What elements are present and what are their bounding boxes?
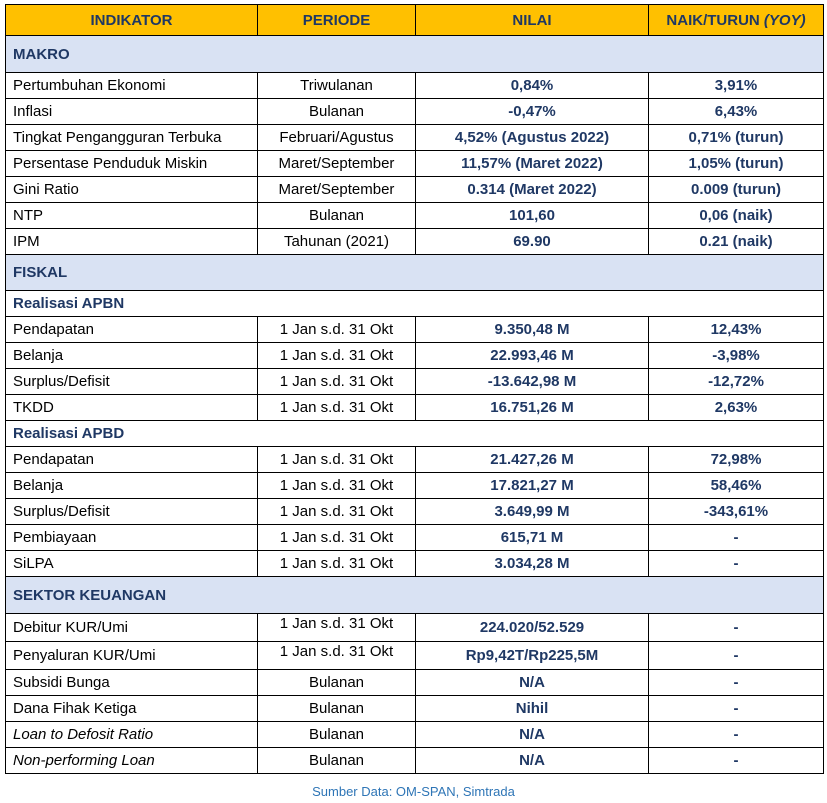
indikator-cell: Belanja [6,343,258,369]
perubahan-cell: 0.21 (naik) [649,229,824,255]
perubahan-cell: 1,05% (turun) [649,151,824,177]
nilai-cell: 224.020/52.529 [416,614,649,642]
perubahan-cell: - [649,748,824,774]
periode-cell: Bulanan [258,748,416,774]
periode-cell: 1 Jan s.d. 31 Okt [258,525,416,551]
indikator-cell: IPM [6,229,258,255]
table-row [6,369,824,395]
table-header-row [6,5,824,36]
nilai-cell: 9.350,48 M [416,317,649,343]
perubahan-cell: 0,71% (turun) [649,125,824,151]
table-row [6,722,824,748]
periode-cell: 1 Jan s.d. 31 Okt [258,369,416,395]
table-body [6,36,824,774]
indikator-cell: TKDD [6,395,258,421]
nilai-cell: 22.993,46 M [416,343,649,369]
table-row [6,696,824,722]
header-nilai: NILAI [416,5,649,36]
periode-cell: Maret/September [258,177,416,203]
indikator-cell: Surplus/Defisit [6,369,258,395]
indikator-cell: Belanja [6,473,258,499]
table-row [6,229,824,255]
header-naik-turun-label: NAIK/TURUN [666,11,760,29]
periode-cell: 1 Jan s.d. 31 Okt [258,499,416,525]
indikator-cell: Pendapatan [6,317,258,343]
nilai-cell: N/A [416,748,649,774]
periode-cell: 1 Jan s.d. 31 Okt [258,642,416,670]
table-row [6,642,824,670]
indikator-cell: Subsidi Bunga [6,670,258,696]
table-row [6,343,824,369]
table-row [6,125,824,151]
nilai-cell: N/A [416,670,649,696]
perubahan-cell: 72,98% [649,447,824,473]
nilai-cell: 17.821,27 M [416,473,649,499]
indikator-cell: SiLPA [6,551,258,577]
table-row [6,447,824,473]
periode-cell: 1 Jan s.d. 31 Okt [258,395,416,421]
section-row-fiskal [6,255,824,291]
perubahan-cell: - [649,670,824,696]
indikator-cell: Persentase Penduduk Miskin [6,151,258,177]
perubahan-cell: - [649,696,824,722]
periode-cell: Bulanan [258,99,416,125]
table-row [6,551,824,577]
header-periode: PERIODE [258,5,416,36]
table-row [6,748,824,774]
periode-cell: 1 Jan s.d. 31 Okt [258,614,416,642]
subsection-title-apbn: Realisasi APBN [6,291,824,317]
periode-cell: 1 Jan s.d. 31 Okt [258,473,416,499]
subsection-title-apbd: Realisasi APBD [6,421,824,447]
table-row [6,151,824,177]
section-row-makro [6,36,824,73]
periode-cell: Bulanan [258,670,416,696]
header-yoy-label: (YOY) [763,11,806,29]
nilai-cell: N/A [416,722,649,748]
indikator-cell: Debitur KUR/Umi [6,614,258,642]
indikator-cell: Inflasi [6,99,258,125]
table-row [6,99,824,125]
perubahan-cell: -3,98% [649,343,824,369]
nilai-cell: -13.642,98 M [416,369,649,395]
indikator-cell: Surplus/Defisit [6,499,258,525]
perubahan-cell: 12,43% [649,317,824,343]
perubahan-cell: 3,91% [649,73,824,99]
perubahan-cell: - [649,722,824,748]
perubahan-cell: - [649,525,824,551]
nilai-cell: -0,47% [416,99,649,125]
indicator-table [5,4,824,774]
nilai-cell: Rp9,42T/Rp225,5M [416,642,649,670]
table-row [6,525,824,551]
indikator-cell: Non-performing Loan [6,748,258,774]
periode-cell: Maret/September [258,151,416,177]
header-indikator: INDIKATOR [6,5,258,36]
section-title-fiskal: FISKAL [6,255,824,291]
header-naik-turun [649,5,824,36]
section-title-makro: MAKRO [6,36,824,73]
indikator-cell: Penyaluran KUR/Umi [6,642,258,670]
table-row [6,473,824,499]
source-note: Sumber Data: OM-SPAN, Simtrada [312,784,515,799]
perubahan-cell: - [649,551,824,577]
nilai-cell: 0.314 (Maret 2022) [416,177,649,203]
perubahan-cell: 0,06 (naik) [649,203,824,229]
indikator-cell: Pembiayaan [6,525,258,551]
table-row [6,499,824,525]
table-row [6,670,824,696]
perubahan-cell: -343,61% [649,499,824,525]
periode-cell: Bulanan [258,696,416,722]
subsection-row-apbn [6,291,824,317]
nilai-cell: 69.90 [416,229,649,255]
table-row [6,203,824,229]
periode-cell: 1 Jan s.d. 31 Okt [258,343,416,369]
periode-cell: Bulanan [258,722,416,748]
table-row [6,177,824,203]
perubahan-cell: -12,72% [649,369,824,395]
table-row [6,395,824,421]
nilai-cell: 3.649,99 M [416,499,649,525]
nilai-cell: Nihil [416,696,649,722]
periode-cell: Bulanan [258,203,416,229]
nilai-cell: 11,57% (Maret 2022) [416,151,649,177]
periode-cell: Tahunan (2021) [258,229,416,255]
nilai-cell: 3.034,28 M [416,551,649,577]
indikator-cell: Pendapatan [6,447,258,473]
indikator-cell: Dana Fihak Ketiga [6,696,258,722]
nilai-cell: 4,52% (Agustus 2022) [416,125,649,151]
nilai-cell: 21.427,26 M [416,447,649,473]
indikator-cell: Pertumbuhan Ekonomi [6,73,258,99]
subsection-row-apbd [6,421,824,447]
perubahan-cell: 2,63% [649,395,824,421]
periode-cell: 1 Jan s.d. 31 Okt [258,551,416,577]
nilai-cell: 0,84% [416,73,649,99]
periode-cell: 1 Jan s.d. 31 Okt [258,447,416,473]
periode-cell: Februari/Agustus [258,125,416,151]
nilai-cell: 615,71 M [416,525,649,551]
table-row [6,317,824,343]
indikator-cell: Gini Ratio [6,177,258,203]
indikator-cell: NTP [6,203,258,229]
section-title-sektor-keuangan: SEKTOR KEUANGAN [6,577,824,614]
periode-cell: 1 Jan s.d. 31 Okt [258,317,416,343]
perubahan-cell: 6,43% [649,99,824,125]
perubahan-cell: - [649,642,824,670]
indikator-cell: Tingkat Pengangguran Terbuka [6,125,258,151]
perubahan-cell: - [649,614,824,642]
nilai-cell: 101,60 [416,203,649,229]
indikator-cell: Loan to Defosit Ratio [6,722,258,748]
perubahan-cell: 58,46% [649,473,824,499]
table-row [6,73,824,99]
periode-cell: Triwulanan [258,73,416,99]
table-row [6,614,824,642]
nilai-cell: 16.751,26 M [416,395,649,421]
perubahan-cell: 0.009 (turun) [649,177,824,203]
section-row-sektor-keuangan [6,577,824,614]
